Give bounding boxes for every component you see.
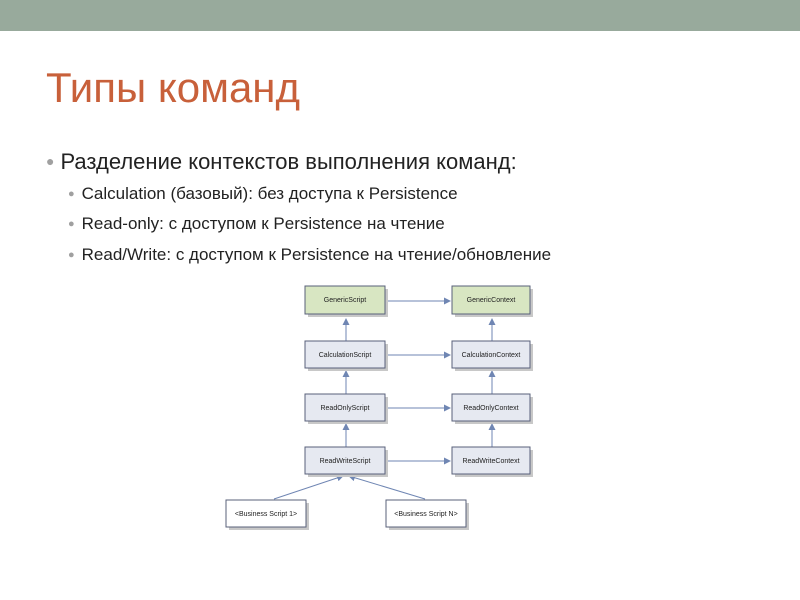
box-readwrite-script xyxy=(305,447,388,477)
bullet-dot-icon: ● xyxy=(68,188,75,200)
box-label: CalculationContext xyxy=(461,352,521,359)
box-readonly-context xyxy=(452,394,533,424)
sub-bullet-text: Calculation (базовый): без доступа к Persistence xyxy=(81,184,458,203)
arrow-business-n-to-readwrite xyxy=(349,476,425,499)
sub-bullet-text: Read-only: с доступом к Persistence на чтение xyxy=(81,214,445,233)
box-label: <Business Script 1> xyxy=(234,511,298,518)
box-business-script-n xyxy=(386,500,469,530)
box-calculation-context xyxy=(452,341,533,371)
box-business-script-1 xyxy=(226,500,309,530)
box-readwrite-context xyxy=(452,447,533,477)
sub-bullet-text: Read/Write: с доступом к Persistence на чтение/обновление xyxy=(81,245,552,264)
box-label: CalculationScript xyxy=(318,352,372,359)
box-generic-context xyxy=(452,286,533,317)
box-calculation-script xyxy=(305,341,388,371)
bullet-dot-icon: ● xyxy=(68,249,75,261)
box-label: ReadWriteScript xyxy=(319,458,371,465)
box-label: ReadWriteContext xyxy=(462,458,520,465)
main-bullet-text: Разделение контекстов выполнения команд: xyxy=(60,149,517,174)
box-label: ReadOnlyContext xyxy=(463,405,519,412)
box-label: <Business Script N> xyxy=(394,511,458,518)
bullet-dot-icon: ● xyxy=(68,218,75,230)
arrow-business-1-to-readwrite xyxy=(274,476,343,499)
box-label: GenericScript xyxy=(323,297,367,304)
box-readonly-script xyxy=(305,394,388,424)
box-label: GenericContext xyxy=(466,297,516,304)
slide-title: Типы команд xyxy=(46,64,301,111)
box-generic-script xyxy=(305,286,388,317)
bullet-dot-icon: ● xyxy=(46,153,55,169)
box-label: ReadOnlyScript xyxy=(320,405,370,412)
